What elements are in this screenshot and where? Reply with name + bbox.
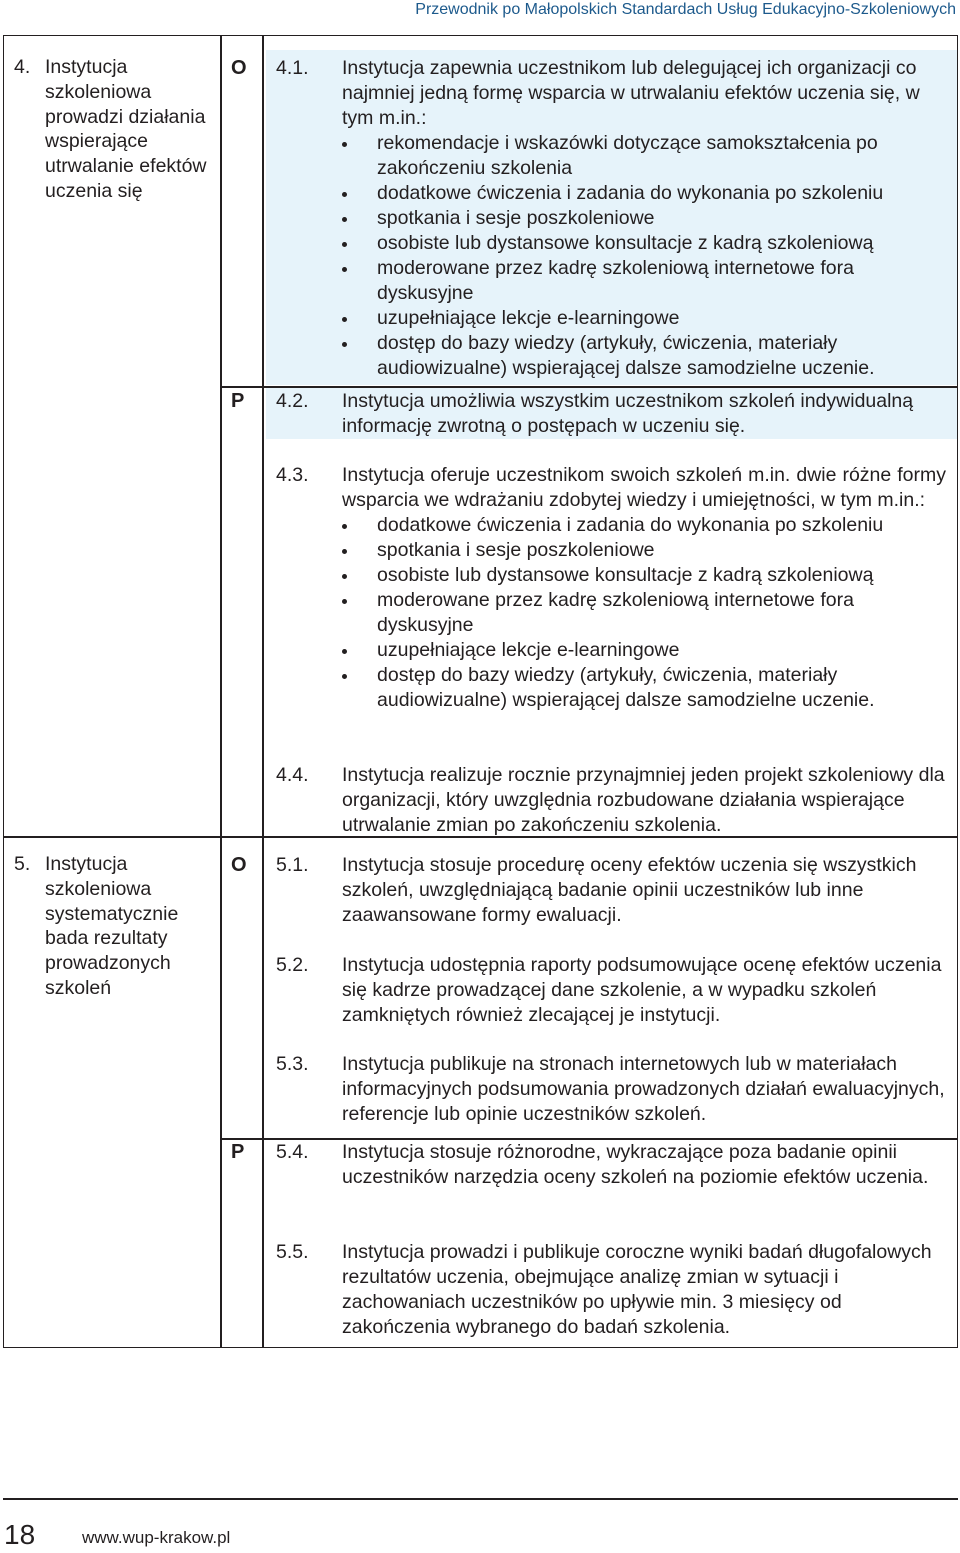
list-item: [342, 181, 946, 206]
item-4-3: [276, 463, 946, 713]
item-number: 5.2.: [276, 954, 309, 976]
bullet-list: [276, 131, 946, 381]
list-item-text: uzupełniające lekcje e-learningowe: [377, 639, 680, 661]
level-p-standard-4: P: [231, 390, 245, 412]
item-text: Instytucja realizuje rocznie przynajmniej jeden projekt szkoleniowy dla organizacji, który uwzględnia rozbudowane działania wspierające utrwalanie zmian po zakończeniu szkolenia.: [342, 764, 945, 836]
website-link[interactable]: www.wup-krakow.pl: [82, 1528, 231, 1547]
item-4-1: [276, 56, 946, 381]
bullet-icon: [342, 342, 347, 347]
item-text: Instytucja stosuje procedurę oceny efektów uczenia się wszystkich szkoleń, uwzględniającą badanie opinii uczestników lub inne zaawansowane formy ewaluacji.: [342, 854, 917, 926]
level-p-standard-5: P: [231, 1141, 245, 1163]
list-item-text: dostęp do bazy wiedzy (artykuły, ćwiczenia, materiały audiowizualne) wspierającej dalsze samodzielne uczenie.: [377, 332, 875, 379]
item-number: 5.1.: [276, 854, 309, 876]
bullet-icon: [342, 242, 347, 247]
list-item: [342, 538, 946, 563]
list-item-text: uzupełniające lekcje e-learningowe: [377, 307, 680, 329]
item-text: Instytucja publikuje na stronach internetowych lub w materiałach informacyjnych podsumowania prowadzonych działań ewaluacyjnych, referencje lub opinie uczestników szkoleń.: [342, 1053, 945, 1125]
list-item: [342, 306, 946, 331]
list-item: [342, 231, 946, 256]
list-item: [342, 588, 946, 638]
bullet-icon: [342, 574, 347, 579]
column-divider-2: [262, 36, 264, 1347]
level-o-standard-4: O: [231, 57, 247, 79]
item-5-1: [276, 853, 946, 928]
item-5-2: [276, 953, 946, 1028]
page-header-title: Przewodnik po Małopolskich Standardach Usług Edukacyjno-Szkoleniowych: [415, 1, 956, 18]
item-number: 4.2.: [276, 390, 309, 412]
list-item: [342, 331, 946, 381]
list-item: [342, 513, 946, 538]
list-item: [342, 131, 946, 181]
list-item-text: spotkania i sesje poszkoleniowe: [377, 539, 655, 561]
list-item-text: osobiste lub dystansowe konsultacje z kadrą szkoleniową: [377, 232, 874, 254]
list-item: [342, 563, 946, 588]
bullet-icon: [342, 217, 347, 222]
item-5-5: [276, 1240, 946, 1340]
list-item-text: dodatkowe ćwiczenia i zadania do wykonania po szkoleniu: [377, 182, 884, 204]
list-item-text: dostęp do bazy wiedzy (artykuły, ćwiczenia, materiały audiowizualne) wspierającej dalsze samodzielne uczenie.: [377, 664, 875, 711]
list-item: [342, 256, 946, 306]
item-text: Instytucja stosuje różnorodne, wykraczające poza badanie opinii uczestników narzędzia oceny szkoleń na poziomie efektów uczenia.: [342, 1141, 929, 1188]
standard-4-title: [14, 55, 214, 204]
item-text: Instytucja zapewnia uczestnikom lub delegującej ich organizacji co najmniej jedną formę wsparcia w utrwalaniu efektów uczenia się, w tym m.in.:: [342, 57, 920, 129]
item-4-4: [276, 763, 946, 838]
standard-5-text: Instytucja szkoleniowa systematycznie bada rezultaty prowadzonych szkoleń: [45, 853, 179, 999]
row-divider-level-p1: [220, 386, 957, 388]
standard-5-number: 5.: [14, 853, 31, 875]
bullet-icon: [342, 317, 347, 322]
list-item-text: moderowane przez kadrę szkoleniową internetowe fora dyskusyjne: [377, 257, 854, 304]
item-number: 5.4.: [276, 1141, 309, 1163]
list-item: [342, 206, 946, 231]
bullet-icon: [342, 142, 347, 147]
item-number: 5.5.: [276, 1241, 309, 1263]
bullet-icon: [342, 267, 347, 272]
item-text: Instytucja oferuje uczestnikom swoich szkoleń m.in. dwie różne formy wsparcia we wdrażaniu zdobytej wiedzy i umiejętności, w tym m.in.:: [342, 464, 946, 511]
bullet-icon: [342, 599, 347, 604]
item-number: 4.1.: [276, 57, 309, 79]
bullet-list: [276, 513, 946, 713]
item-text: Instytucja udostępnia raporty podsumowujące ocenę efektów uczenia się kadrze prowadzącej dane szkolenie, a w wypadku szkoleń zamkniętych również zlecającej je instytucji.: [342, 954, 942, 1026]
bullet-icon: [342, 192, 347, 197]
item-number: 4.4.: [276, 764, 309, 786]
item-text: Instytucja umożliwia wszystkim uczestnikom szkoleń indywidualną informację zwrotną o postępach w uczeniu się.: [342, 390, 914, 437]
item-4-2: [276, 389, 946, 439]
standard-4-number: 4.: [14, 56, 31, 78]
list-item-text: dodatkowe ćwiczenia i zadania do wykonania po szkoleniu: [377, 514, 884, 536]
bullet-icon: [342, 674, 347, 679]
column-divider-1: [220, 36, 222, 1347]
standard-4-text: Instytucja szkoleniowa prowadzi działania wspierające utrwalanie efektów uczenia się: [45, 56, 207, 202]
item-text: Instytucja prowadzi i publikuje coroczne wyniki badań długofalowych rezultatów uczenia, obejmujące analizę zmian w sytuacji i zachowaniach uczestników po upływie min. 3 miesięcy od zakończenia wybranego do badań szkolenia.: [342, 1241, 932, 1338]
item-number: 4.3.: [276, 464, 309, 486]
item-number: 5.3.: [276, 1053, 309, 1075]
standard-5-title: [14, 852, 196, 1001]
item-5-4: [276, 1140, 946, 1190]
bullet-icon: [342, 649, 347, 654]
list-item: [342, 638, 946, 663]
page-number: 18: [4, 1519, 36, 1550]
bullet-icon: [342, 524, 347, 529]
level-o-standard-5: O: [231, 854, 247, 876]
item-5-3: [276, 1052, 946, 1127]
footer-divider: [3, 1498, 958, 1500]
list-item-text: rekomendacje i wskazówki dotyczące samokształcenia po zakończeniu szkolenia: [377, 132, 878, 179]
list-item-text: spotkania i sesje poszkoleniowe: [377, 207, 655, 229]
bullet-icon: [342, 549, 347, 554]
list-item-text: moderowane przez kadrę szkoleniową internetowe fora dyskusyjne: [377, 589, 854, 636]
list-item: [342, 663, 946, 713]
list-item-text: osobiste lub dystansowe konsultacje z kadrą szkoleniową: [377, 564, 874, 586]
